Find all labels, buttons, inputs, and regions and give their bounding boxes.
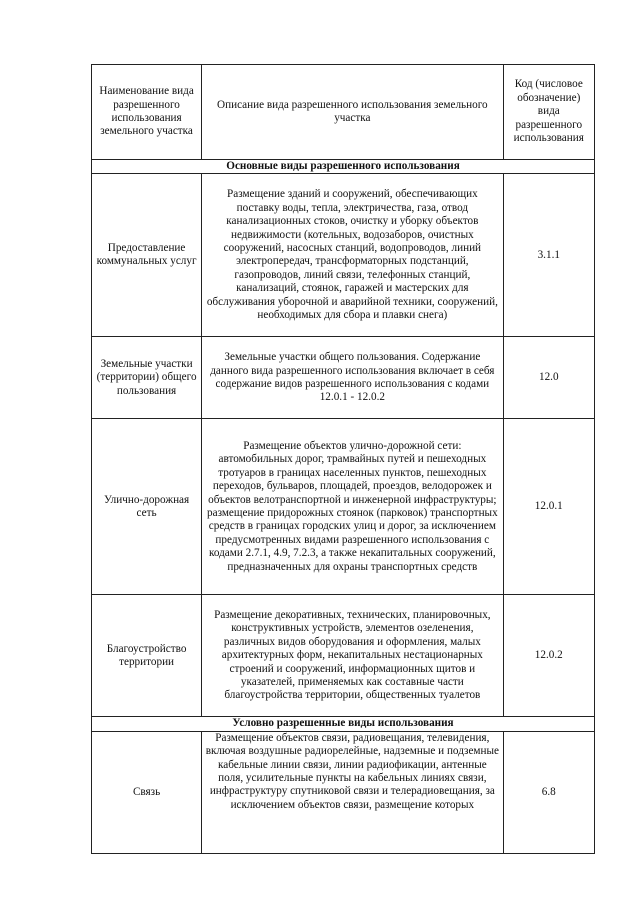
- section-row-main: [92, 160, 595, 174]
- table-row: [92, 595, 595, 717]
- row-description: Размещение объектов улично-дорожной сети: автомобильных дорог, трамвайных путей и пешеходных тротуаров в границах населенных пунктов, пешеходных переходов, бульваров, площадей, проездов, велодорожек и объектов велотранспортной и инженерной инфраструктуры; размещение придорожных стоянок (парковок) транспортных средств в границах городских улиц и дорог, за исключением предусмотренных видами разрешенного использования с кодами 2.7.1, 4.9, 7.2.3, а также некапитальных сооружений, предназначенных для охраны транспортных средств: [202, 419, 503, 595]
- row-code: 12.0.2: [503, 595, 594, 717]
- row-code: 12.0: [503, 337, 594, 419]
- row-code: 3.1.1: [503, 174, 594, 337]
- row-name: Предоставление коммунальных услуг: [92, 174, 202, 337]
- table-row: [92, 337, 595, 419]
- table-row: [92, 419, 595, 595]
- row-name: Связь: [92, 731, 202, 853]
- header-code: Код (числовое обозначение) вида разрешенного использования: [503, 65, 594, 160]
- header-description: Описание вида разрешенного использования земельного участка: [202, 65, 503, 160]
- table-row: [92, 174, 595, 337]
- section-title-main: Основные виды разрешенного использования: [92, 160, 595, 174]
- row-description: Размещение объектов связи, радиовещания, телевидения, включая воздушные радиорелейные, надземные и подземные кабельные линии связи, линии радиофикации, антенные поля, усилительные пункты на кабельных линиях связи, инфраструктуру спутниковой связи и телерадиовещания, за исключением объектов связи, размещение которых: [202, 731, 503, 853]
- row-code: 12.0.1: [503, 419, 594, 595]
- table-row: [92, 731, 595, 853]
- row-description: Размещение декоративных, технических, планировочных, конструктивных устройств, элементов озеленения, различных видов оборудования и оформления, малых архитектурных форм, некапитальных нестационарных строений и сооружений, информационных щитов и указателей, применяемых как составные части благоустройства территории, общественных туалетов: [202, 595, 503, 717]
- section-title-conditional: Условно разрешенные виды использования: [92, 717, 595, 731]
- row-name: Благоустройство территории: [92, 595, 202, 717]
- header-name: Наименование вида разрешенного использования земельного участка: [92, 65, 202, 160]
- section-row-conditional: [92, 717, 595, 731]
- row-description: Размещение зданий и сооружений, обеспечивающих поставку воды, тепла, электричества, газа, отвод канализационных стоков, очистку и уборку объектов недвижимости (котельных, водозаборов, очистных сооружений, насосных станций, водопроводов, линий электропередач, трансформаторных подстанций, газопроводов, линий связи, телефонных станций, канализаций, стоянок, гаражей и мастерских для обслуживания уборочной и аварийной техники, сооружений, необходимых для сбора и плавки снега): [202, 174, 503, 337]
- row-name: Земельные участки (территории) общего пользования: [92, 337, 202, 419]
- land-use-table: [91, 64, 595, 854]
- row-code: 6.8: [503, 731, 594, 853]
- table-header-row: [92, 65, 595, 160]
- row-name: Улично-дорожная сеть: [92, 419, 202, 595]
- row-description: Земельные участки общего пользования. Содержание данного вида разрешенного использования включает в себя содержание видов разрешенного использования с кодами 12.0.1 - 12.0.2: [202, 337, 503, 419]
